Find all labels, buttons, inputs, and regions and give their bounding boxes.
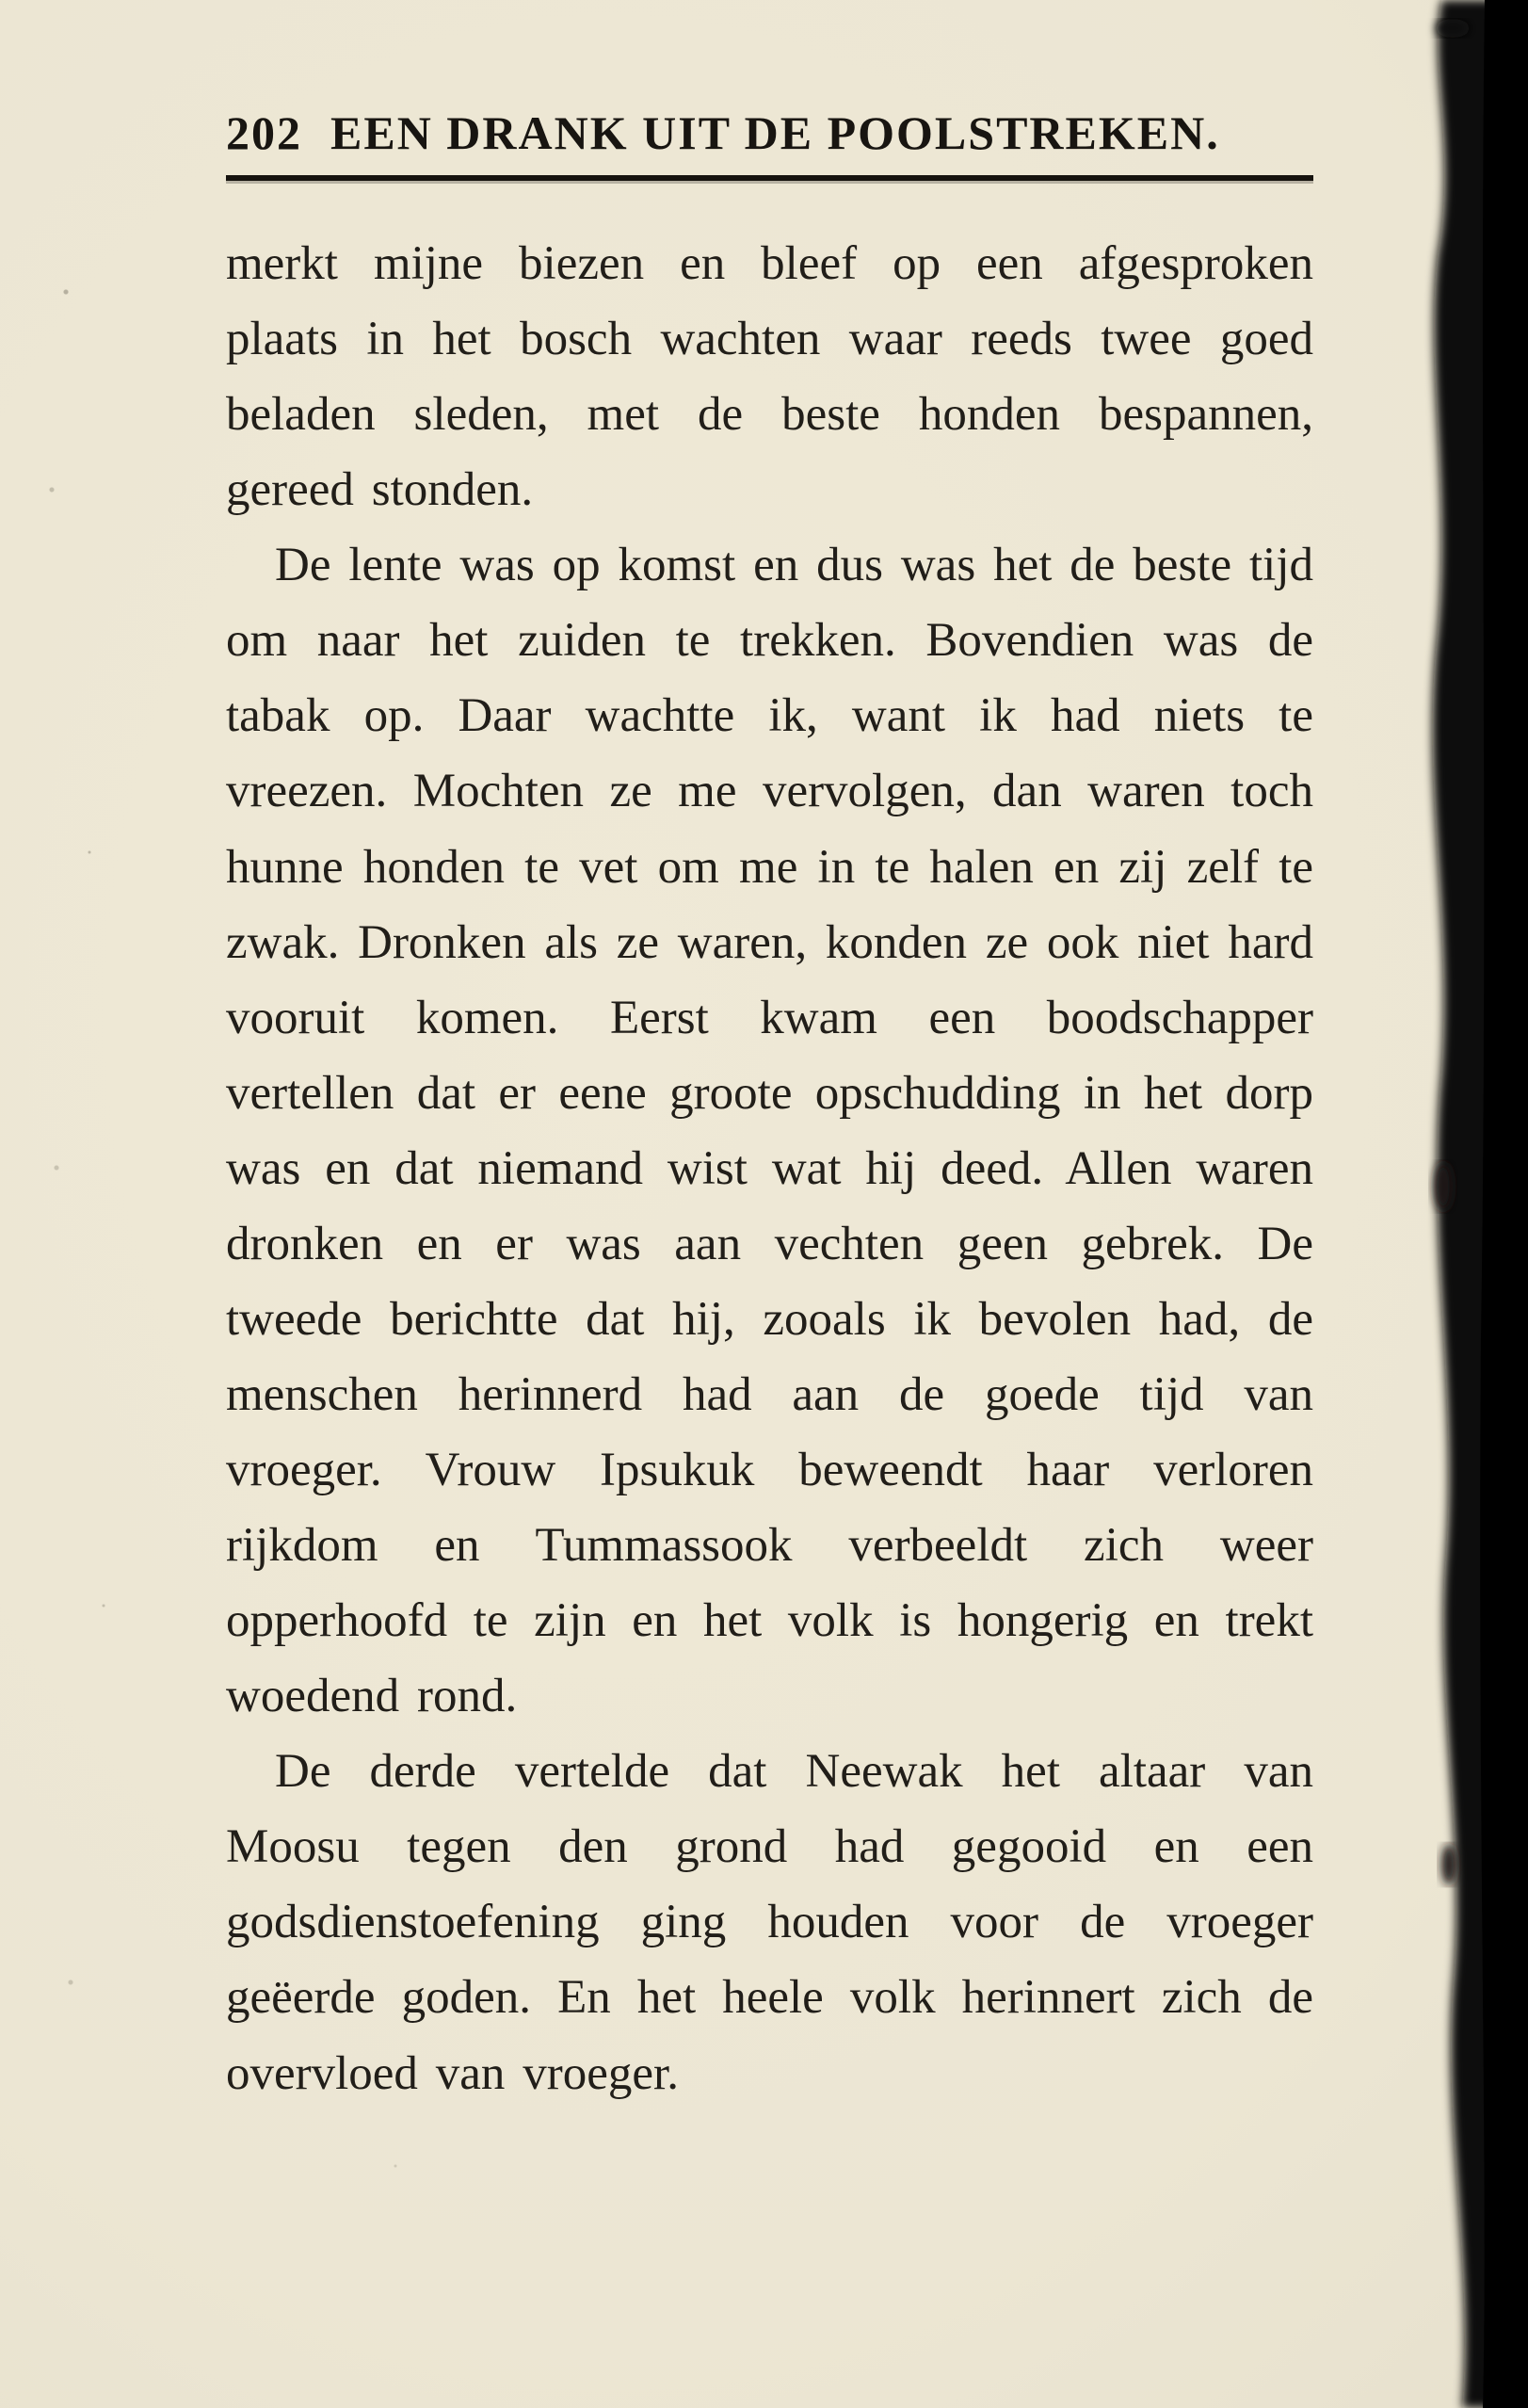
page-number: 202 — [226, 106, 302, 159]
header-rule — [226, 175, 1313, 181]
text-block — [226, 226, 1313, 2111]
scan-artifact-band — [1387, 0, 1528, 2408]
body-paragraph: De lente was op komst en dus was het de beste tijd om naar het zuiden te trekken. Bovendien was de tabak op. Daar wachtte ik, want ik had niets te vreezen. Mochten ze me vervolgen, dan waren toch hunne honden te vet om me in te halen en zij zelf te zwak. Dronken als ze waren, konden ze ook niet hard vooruit komen. Eerst kwam een boodschapper vertellen dat er eene groote opschudding in het dorp was en dat niemand wist wat hij deed. Allen waren dronken en er was aan vechten geen gebrek. De tweede berichtte dat hij, zooals ik bevolen had, de menschen herinnerd had aan de goede tijd van vroeger. Vrouw Ipsukuk beweendt haar verloren rijkdom en Tummassook verbeeldt zich weer opperhoofd te zijn en het volk is hongerig en trekt woedend rond. — [226, 539, 1313, 1723]
page-content — [226, 105, 1313, 2111]
body-paragraph: merkt mijne biezen en bleef op een afgesproken plaats in het bosch wachten waar reeds twee goed beladen sleden, met de beste honden bespannen, gereed stonden. — [226, 237, 1313, 517]
body-paragraph: De derde vertelde dat Neewak het altaar van Moosu tegen den grond had gegooid en een godsdienstoefening ging houden voor de vroeger geëerde goden. En het heele volk herinnert zich de overvloed van vroeger. — [226, 1745, 1313, 2100]
header-title: EEN DRANK UIT DE POOLSTREKEN. — [330, 106, 1220, 159]
running-header — [226, 105, 1313, 160]
